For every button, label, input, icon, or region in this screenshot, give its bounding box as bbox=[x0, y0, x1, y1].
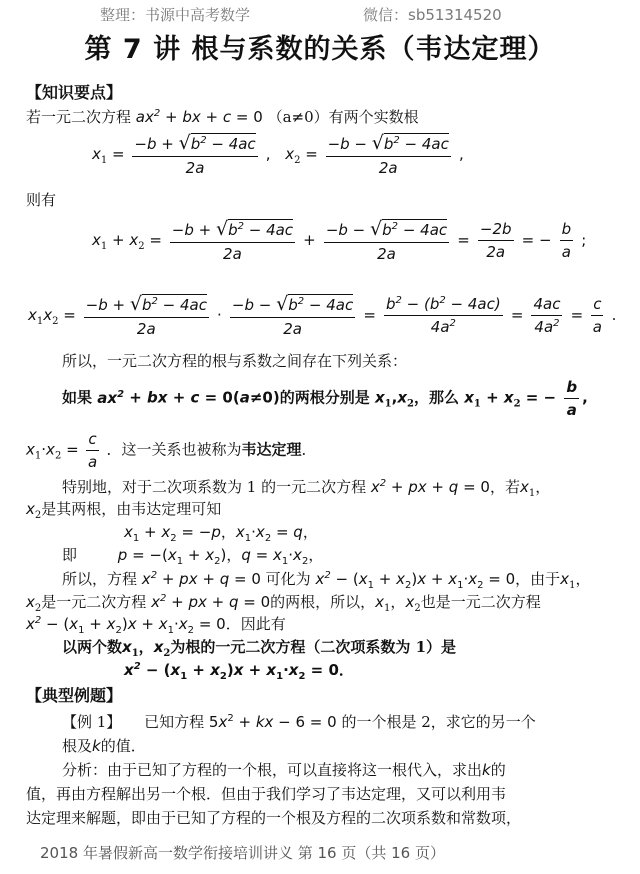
special-conclusion-equation: $x^2 - (x_1 + x_2)x + x_1\cdot x_2 = 0$． bbox=[124, 661, 354, 682]
page-footer: 2018 年暑假新高一数学衔接培训讲义 第 16 页（共 16 页） bbox=[40, 844, 445, 862]
special-line-5: 所以，方程 $x^2$ + px + q = 0 可化为 $x^2 - (x_1 + x_2)x + x_1\cdot x_2 = 0$，由于$x_1$， bbox=[62, 570, 591, 591]
special-line-2: $x_2$是其两根，由韦达定理可知 bbox=[26, 500, 222, 521]
special-line-7: $x^2 - (x_1 + x_2)x + x_1\cdot x_2 = 0$．因此有 bbox=[26, 615, 286, 636]
example-1-analysis-line-2: 值，再由方程解出另一个根．但由于我们学习了韦达定理，又可以利用韦 bbox=[26, 785, 507, 803]
example-1-question-line-2: 根及k的值． bbox=[62, 737, 146, 755]
vieta-product-line: $x_1\cdot x_2$ = $\frac{c}{a}$ ．这一关系也被称为韦达定理． bbox=[26, 430, 317, 471]
special-line-1: 特别地，对于二次项系数为 1 的一元二次方程 $x^2$ + px + q = 0，若$x_1$， bbox=[62, 478, 551, 499]
page-title: 第 7 讲 根与系数的关系（韦达定理） bbox=[84, 34, 556, 65]
vieta-theorem-name: 韦达定理 bbox=[241, 440, 302, 459]
section-heading-knowledge: 【知识要点】 bbox=[26, 83, 123, 102]
then-label: 则有 bbox=[26, 191, 57, 209]
product-formula: $x_1x_2$ = $\frac{-b + √b^2 - 4ac}{2a}$ · $\frac{-b - √b^2 - 4ac}{2a}$ = $\frac{b^2 - (b^2 - 4ac)}{4a^2}$ = $\frac{4ac}{4a^2}$ = $\frac{c}{a}$ . bbox=[28, 293, 617, 338]
header-source: 整理：书源中高考数学 bbox=[100, 6, 251, 24]
header-wechat: 微信：sb51314520 bbox=[363, 6, 502, 24]
example-1-analysis-line-3: 达定理来解题，即由于已知了方程的一个根及方程的二次项系数和常数项， bbox=[26, 809, 522, 827]
special-conclusion: 以两个数$x_1$，$x_2$为根的一元二次方程（二次项系数为 1）是 bbox=[62, 638, 457, 659]
intro-line: 若一元二次方程 $ax^2$ + bx + c = 0 （a≠0）有两个实数根 bbox=[26, 108, 419, 126]
special-relations-1: $x_1 + x_2 = -p$，$x_1\cdot x_2 = q$， bbox=[124, 523, 318, 544]
example-1-question-line-1: 【例 1】 已知方程 $5x^2$ + kx − 6 = 0 的一个根是 2，求它的另一个 bbox=[62, 713, 536, 731]
vieta-theorem-statement: 如果 $ax^2$ + bx + c = 0(a≠0)的两根分别是 $x_1,x_2$，那么 $x_1 + x_2$ = − $\frac{b}{a}$ , bbox=[62, 378, 588, 419]
special-relations-2: 即 $p = -(x_1 + x_2)$，$q = x_1\cdot x_2$， bbox=[62, 546, 324, 567]
example-1-analysis-line-1: 分析：由于已知了方程的一个根，可以直接将这一根代入，求出k的 bbox=[62, 761, 506, 779]
root-formulas: $x_1$ = $\frac{-b + √b^2 - 4ac}{2a}$ , $x_2$ = $\frac{-b - √b^2 - 4ac}{2a}$ , bbox=[92, 132, 464, 177]
section-heading-examples: 【典型例题】 bbox=[26, 686, 123, 705]
sum-formula: $x_1 + x_2$ = $\frac{-b + √b^2 - 4ac}{2a}$ + $\frac{-b - √b^2 - 4ac}{2a}$ = $\frac{-2b}{2a}$ = − $\frac{b}{a}$ ; bbox=[92, 218, 587, 263]
therefore-line: 所以，一元二次方程的根与系数之间存在下列关系： bbox=[62, 352, 408, 370]
special-line-6: $x_2$是一元二次方程 $x^2$ + px + q = 0的两根，所以，$x_1$，$x_2$也是一元二次方程 bbox=[26, 593, 541, 614]
